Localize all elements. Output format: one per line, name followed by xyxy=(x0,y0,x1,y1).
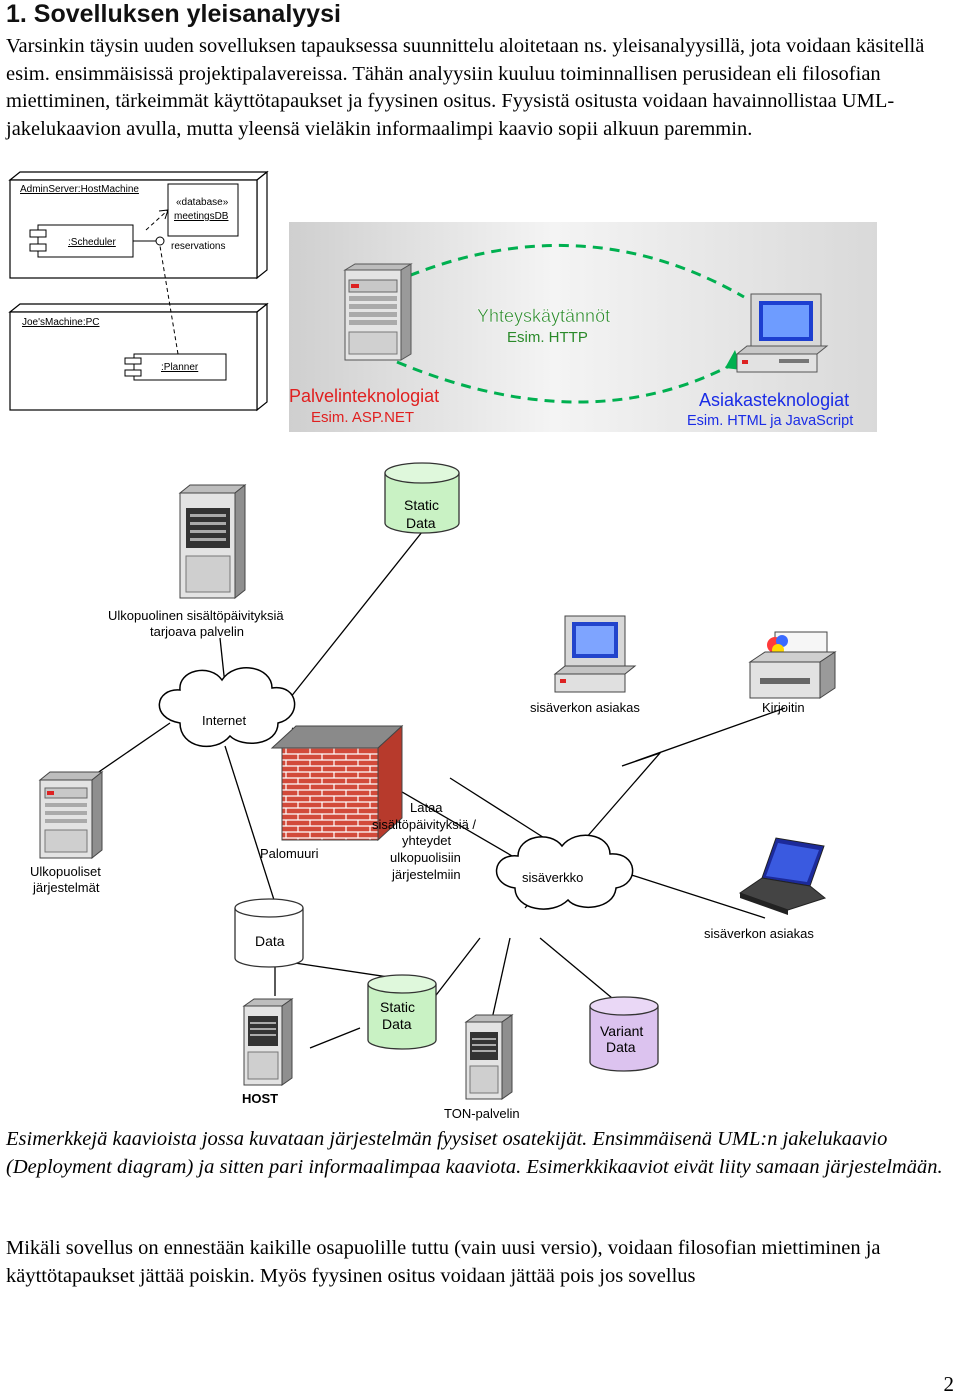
variant-data-db xyxy=(590,997,658,1071)
host-server-icon xyxy=(244,999,292,1085)
web-server-icon xyxy=(345,264,411,360)
web-technologies-figure xyxy=(289,222,877,432)
ton-server-icon xyxy=(466,1015,512,1099)
static-data-db-top xyxy=(385,463,459,533)
external-server-label-1: Ulkopuolinen sisältöpäivityksiä xyxy=(108,608,284,623)
svg-text:yhteydet: yhteydet xyxy=(402,833,452,848)
protocol-example: Esim. HTTP xyxy=(507,329,588,346)
svg-text:Data: Data xyxy=(406,515,436,531)
uml-database-box xyxy=(168,184,238,236)
svg-text:sisäverkko: sisäverkko xyxy=(522,870,584,885)
laptop-client-label: sisäverkon asiakas xyxy=(704,926,814,941)
intranet-client-label: sisäverkon asiakas xyxy=(530,700,640,715)
page-number: 2 xyxy=(943,1372,954,1396)
web-client-pc-icon xyxy=(737,294,827,372)
data-db xyxy=(235,899,303,967)
figure-caption: Esimerkkejä kaavioista jossa kuvataan järjestelmän fyysiset osatekijät. Ensimmäisenä UML:n jakelukaavio (Deployment diagram) ja sitten pari informaalimpaa kaaviota. Esimerkkikaaviot eivät liity samaan järjestelmään. xyxy=(6,1128,943,1178)
client-tech-title: Asiakasteknologiat xyxy=(699,390,850,410)
printer-label: Kirjoitin xyxy=(762,700,805,715)
svg-text:Data: Data xyxy=(606,1039,636,1055)
host-label: HOST xyxy=(242,1091,279,1106)
closing-paragraph: Mikäli sovellus on ennestään kaikille osapuolille tuttu (vain uusi versio), voidaan filosofian miettiminen ja käyttötapaukset jättää poiskin. Myös fyysinen ositus voidaan jättää pois jos sovellus xyxy=(6,1237,881,1287)
server-tech-title: Palvelinteknologiat xyxy=(289,386,440,406)
intro-paragraph: Varsinkin täysin uuden sovelluksen tapauksessa suunnittelu aloitetaan ns. yleisanalyysillä, jota voidaan käsitellä esim. ensimmäisissä projektipalavereissa. Tähän analyysiin kuuluu toiminnallisen perusidean eli filosofian miettiminen, tärkeimmät käyttötapaukset ja fyysinen ositus. Fyysistä ositusta voidaan havainnollistaa UML-jakelukaavion avulla, mutta yleensä vieläkin informaalimpi kaavio sopii alkuun paremmin. xyxy=(6,35,925,140)
svg-text:Lataa: Lataa xyxy=(410,800,443,815)
section-heading: 1. Sovelluksen yleisanalyysi xyxy=(6,0,341,28)
external-systems-label-1: Ulkopuoliset xyxy=(30,864,101,879)
ton-server-label: TON-palvelin xyxy=(444,1106,520,1121)
internet-cloud xyxy=(159,668,294,747)
uml-planner-label: :Planner xyxy=(161,362,199,373)
network-connections xyxy=(90,522,785,1048)
uml-db-name: meetingsDB xyxy=(174,211,229,222)
uml-node-joesmachine-label: Joe'sMachine:PC xyxy=(22,317,100,328)
client-tech-example: Esim. HTML ja JavaScript xyxy=(687,413,854,429)
uml-db-stereotype: «database» xyxy=(176,197,229,208)
svg-text:Static: Static xyxy=(404,497,440,513)
firewall-label: Palomuuri xyxy=(260,846,319,861)
svg-text:Internet: Internet xyxy=(202,713,247,728)
server-tech-example: Esim. ASP.NET xyxy=(311,409,415,426)
laptop-icon xyxy=(740,838,825,915)
intranet-client-pc-icon xyxy=(555,616,635,692)
protocol-title: Yhteyskäytännöt xyxy=(477,306,611,326)
external-update-server-icon xyxy=(180,485,245,598)
printer-icon xyxy=(750,632,835,698)
static-data-db-bottom xyxy=(368,975,436,1049)
external-systems-label-2: järjestelmät xyxy=(33,880,100,895)
uml-node-adminserver-label: AdminServer:HostMachine xyxy=(20,184,139,195)
external-server-label-2: tarjoava palvelin xyxy=(150,624,244,639)
svg-text:Static: Static xyxy=(380,999,416,1015)
svg-text:järjestelmiin: järjestelmiin xyxy=(392,867,461,882)
svg-text:Data: Data xyxy=(382,1016,412,1032)
svg-text:sisältöpäivityksiä /: sisältöpäivityksiä / xyxy=(372,817,477,832)
uml-deployment-diagram xyxy=(8,170,270,414)
network-diagram xyxy=(10,448,890,1126)
svg-text:Data: Data xyxy=(255,933,285,949)
svg-text:Variant: Variant xyxy=(600,1023,644,1039)
intranet-cloud xyxy=(497,835,633,909)
uml-scheduler-label: :Scheduler xyxy=(68,237,116,248)
uml-reservations-label: reservations xyxy=(171,241,226,252)
external-systems-server-icon xyxy=(40,772,102,858)
svg-text:ulkopuolisiin: ulkopuolisiin xyxy=(390,850,461,865)
